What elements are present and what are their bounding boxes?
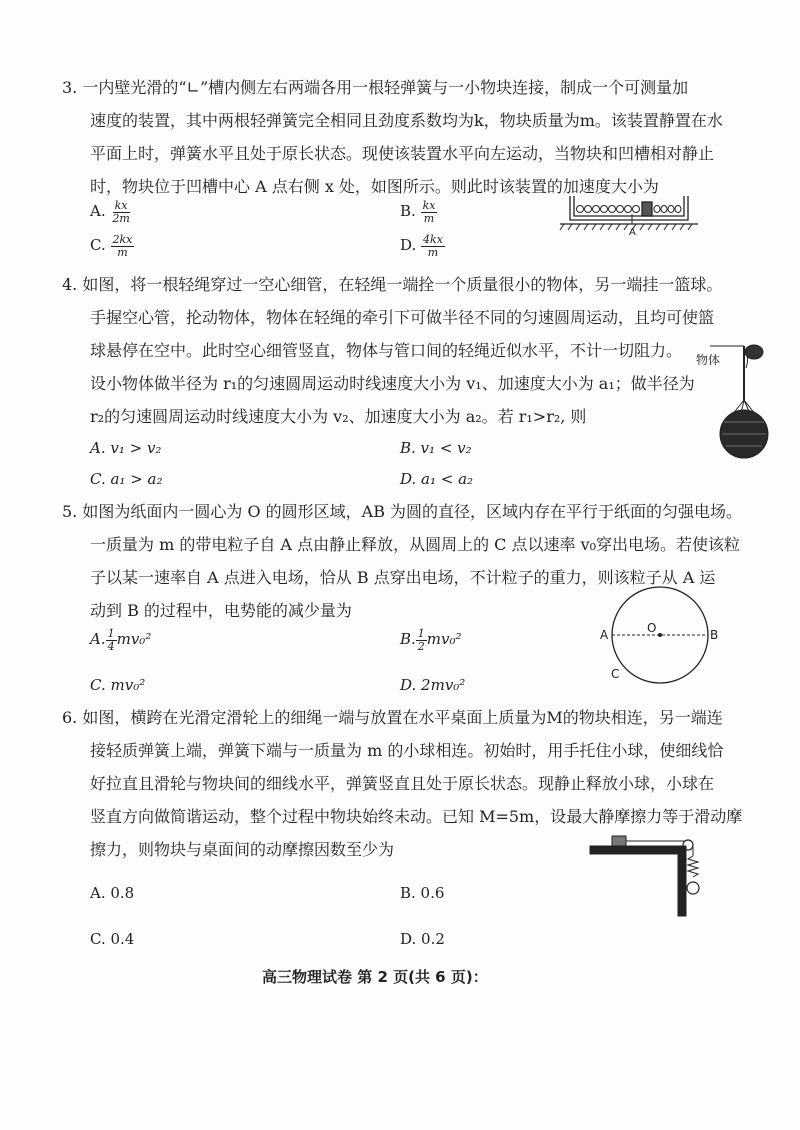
option-label: C. [90, 236, 106, 255]
option-label: B. [400, 630, 416, 649]
q6-option-d: D. 0.2 [400, 930, 445, 948]
q5-line-4: 动到 B 的过程中，电势能的减少量为 [90, 601, 352, 620]
numerator: 4kx [423, 233, 443, 246]
option-label: C. [90, 676, 106, 694]
q6-line-1: 6. 如图，横跨在光滑定滑轮上的细绳一端与放置在水平桌面上质量为M的物块相连，另一端连 [62, 708, 723, 727]
q6-option-c: C. 0.4 [90, 930, 135, 948]
denominator: m [427, 245, 439, 259]
q5-line-2: 一质量为 m 的带电粒子自 A 点由静止释放，从圆周上的 C 点以速率 v₀穿出电场。若使该粒 [90, 535, 741, 554]
q3-option-b [400, 200, 437, 224]
q4-option-d: D. a₁ < a₂ [400, 470, 474, 488]
denominator: m [423, 211, 435, 225]
q3-groove-figure [560, 188, 700, 238]
q6-pulley-figure [588, 832, 718, 922]
point-a-label: A [600, 628, 609, 642]
expression: mv₀² [116, 630, 152, 649]
option-label: D. [400, 676, 417, 694]
q5-line-1: 5. 如图为纸面内一圆心为 O 的圆形区域，AB 为圆的直径，区域内存在平行于纸面的匀强电场。 [62, 502, 743, 521]
numerator: 1 [107, 627, 115, 640]
denominator: 4 [107, 639, 115, 653]
numerator: 1 [417, 627, 425, 640]
fraction [111, 234, 135, 258]
q3-line-3: 平面上时，弹簧水平且处于原长状态。现使该装置水平向左运动，当物块和凹槽相对静止 [90, 144, 715, 163]
q3-line-2: 速度的装置，其中两根轻弹簧完全相同且劲度系数均为k，物块质量为m。该装置静置在水 [90, 111, 723, 130]
fraction [110, 200, 131, 224]
option-label: A. [90, 630, 106, 649]
q4-line-2: 手握空心管，抡动物体，物体在轻绳的牵引下可做半径不同的匀速圆周运动，且均可使篮 [90, 308, 715, 327]
q5-option-b [400, 628, 462, 652]
q5-line-3: 子以某一速率自 A 点进入电场，恰从 B 点穿出电场，不计粒子的重力，则该粒子从 A 运 [90, 568, 716, 587]
numerator: kx [114, 199, 128, 212]
option-label: D. [400, 236, 417, 255]
q4-tube-figure [690, 338, 770, 468]
expression: mv₀² [426, 630, 462, 649]
q5-option-c [90, 676, 145, 694]
numerator: 2kx [112, 233, 133, 246]
numerator: kx [422, 199, 436, 212]
center-o-label: O [647, 621, 657, 635]
q4-line-5: r₂的匀速圆周运动时线速度大小为 v₂、加速度大小为 a₂。若 r₁>r₂, 则 [90, 407, 587, 426]
q6-line-4: 竖直方向做简谐运动，整个过程中物块始终未动。已知 M=5m，设最大静摩擦力等于滑动摩 [90, 807, 743, 826]
q5-option-d [400, 676, 465, 694]
q6-option-a: A. 0.8 [90, 884, 135, 902]
denominator: m [117, 245, 128, 259]
object-label: 物体 [696, 353, 721, 367]
page-footer: 高三物理试卷 第 2 页(共 6 页)： [262, 968, 488, 986]
fraction [106, 628, 117, 652]
point-b-label: B [710, 628, 719, 642]
q3-option-c [90, 234, 134, 258]
q4-option-c: C. a₁ > a₂ [90, 470, 163, 488]
q4-line-3: 球悬停在空中。此时空心细管竖直，物体与管口间的轻绳近似水平，不计一切阻力。 [90, 341, 683, 360]
q5-option-a [90, 628, 151, 652]
expression: mv₀² [110, 676, 146, 694]
denominator: 2m [112, 211, 130, 225]
q3-line-1: 3. 一内壁光滑的“∟”槽内侧左右两端各用一根轻弹簧与一小物块连接，制成一个可测量加 [62, 78, 689, 97]
denominator: 2 [417, 639, 425, 653]
q4-option-a: A. v₁ > v₂ [90, 439, 162, 457]
q3-line-4: 时，物块位于凹槽中心 A 点右侧 x 处，如图所示。则此时该装置的加速度大小为 [90, 177, 659, 196]
option-label: A. [90, 202, 106, 221]
point-a-label: A [629, 227, 636, 238]
option-label: B. [400, 202, 416, 221]
fraction [421, 234, 445, 258]
fraction [421, 200, 438, 224]
q6-line-5: 擦力，则物块与桌面间的动摩擦因数至少为 [90, 840, 395, 859]
expression: 2mv₀² [421, 676, 466, 694]
q6-option-b: B. 0.6 [400, 884, 445, 902]
q4-line-1: 4. 如图，将一根轻绳穿过一空心细管，在轻绳一端拴一个质量很小的物体，另一端挂一篮球。 [62, 275, 723, 294]
q4-option-b: B. v₁ < v₂ [400, 439, 472, 457]
q6-line-2: 接轻质弹簧上端，弹簧下端与一质量为 m 的小球相连。初始时，用手托住小球，使细线恰 [90, 741, 724, 760]
q5-circle-figure [598, 582, 722, 692]
q4-line-4: 设小物体做半径为 r₁的匀速圆周运动时线速度大小为 v₁、加速度大小为 a₁；做半径为 [90, 374, 695, 393]
fraction [416, 628, 427, 652]
q6-line-3: 好拉直且滑轮与物块间的细线水平，弹簧竖直且处于原长状态。现静止释放小球，小球在 [90, 774, 715, 793]
q3-option-d [400, 234, 445, 258]
point-c-label: C [611, 667, 620, 681]
q3-option-a [90, 200, 132, 224]
